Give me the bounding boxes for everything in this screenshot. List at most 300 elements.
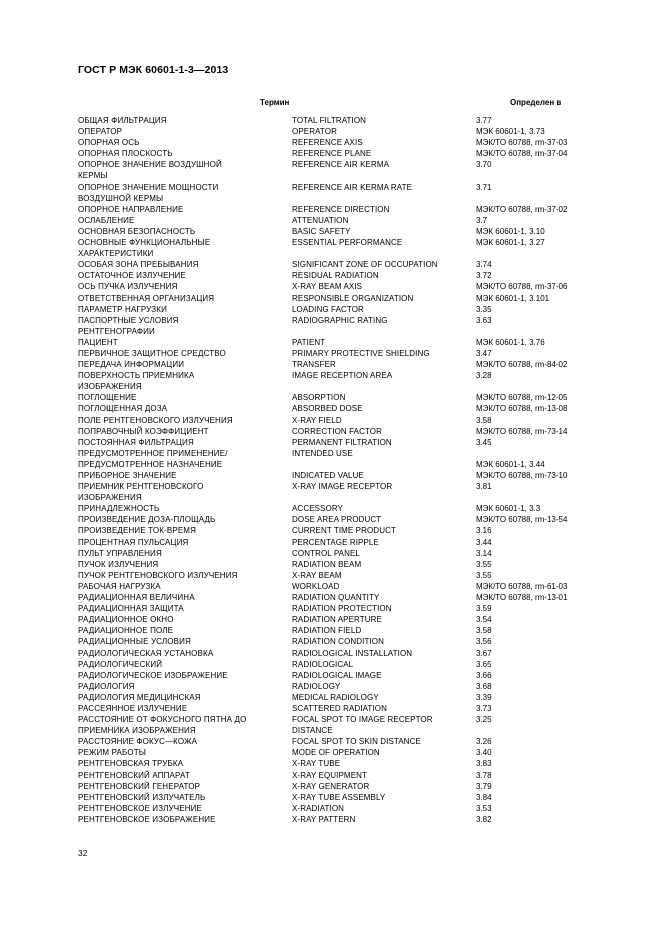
definition-reference: МЭК/ТО 60788, rm-13-54 bbox=[476, 515, 568, 525]
term-english: RADIOLOGICAL bbox=[292, 659, 354, 669]
definition-reference-cell bbox=[476, 148, 598, 159]
table-row bbox=[78, 570, 598, 581]
term-russian: РАДИАЦИОННЫЕ УСЛОВИЯ bbox=[78, 637, 191, 647]
table-row bbox=[78, 403, 598, 414]
table-row bbox=[78, 270, 598, 281]
definition-reference-cell bbox=[476, 348, 598, 359]
definition-reference-cell bbox=[476, 659, 598, 670]
term-russian: РАДИОЛОГИЯ МЕДИЦИНСКАЯ bbox=[78, 692, 201, 702]
term-english-cell bbox=[292, 681, 476, 692]
column-header-defined-in: Определен в bbox=[510, 98, 562, 107]
term-english: SIGNIFICANT ZONE OF OCCUPATION bbox=[292, 260, 438, 270]
term-russian-cell bbox=[78, 648, 292, 659]
term-english: PERCENTAGE RIPPLE bbox=[292, 537, 379, 547]
term-english-cell bbox=[292, 204, 476, 215]
term-russian-cell bbox=[78, 625, 292, 636]
term-english: RESPONSIBLE ORGANIZATION bbox=[292, 293, 414, 303]
table-row bbox=[78, 481, 598, 503]
term-english-cell bbox=[292, 570, 476, 581]
term-english: RADIATION QUANTITY bbox=[292, 593, 380, 603]
term-russian: ПОГЛОЩЕНИЕ bbox=[78, 393, 137, 403]
table-row bbox=[78, 137, 598, 148]
definition-reference: 3.25 bbox=[476, 715, 492, 725]
term-english: FOCAL SPOT TO SKIN DISTANCE bbox=[292, 737, 421, 747]
term-russian-cell bbox=[78, 148, 292, 159]
term-russian: РЕНТГЕНОГРАФИИ bbox=[78, 326, 155, 336]
term-russian-cell bbox=[78, 337, 292, 348]
term-english-cell bbox=[292, 392, 476, 403]
term-russian: ОПОРНОЕ ЗНАЧЕНИЕ МОЩНОСТИ bbox=[78, 182, 219, 192]
term-english: CONTROL PANEL bbox=[292, 548, 360, 558]
table-row bbox=[78, 115, 598, 126]
table-row bbox=[78, 603, 598, 614]
term-russian: ПРОЦЕНТНАЯ ПУЛЬСАЦИЯ bbox=[78, 537, 189, 547]
definition-reference: 3.73 bbox=[476, 703, 492, 713]
definition-reference: 3.83 bbox=[476, 759, 492, 769]
definition-reference: 3.58 bbox=[476, 415, 492, 425]
table-row bbox=[78, 781, 598, 792]
table-row bbox=[78, 293, 598, 304]
table-row bbox=[78, 614, 598, 625]
term-english-cell bbox=[292, 692, 476, 703]
term-russian: ОПЕРАТОР bbox=[78, 127, 123, 137]
definition-reference: 3.65 bbox=[476, 659, 492, 669]
definition-reference: 3.28 bbox=[476, 371, 492, 381]
term-english-cell bbox=[292, 426, 476, 437]
term-russian: ВОЗДУШНОЙ КЕРМЫ bbox=[78, 193, 164, 203]
term-english: X-RAY BEAM AXIS bbox=[292, 282, 363, 292]
term-russian-cell bbox=[78, 559, 292, 570]
term-russian: РАССТОЯНИЕ ФОКУС—КОЖА bbox=[78, 737, 198, 747]
term-english: PRIMARY PROTECTIVE SHIELDING bbox=[292, 348, 430, 358]
term-english: CORRECTION FACTOR bbox=[292, 426, 383, 436]
term-russian-cell bbox=[78, 614, 292, 625]
definition-reference: МЭК 60601-1, 3.3 bbox=[476, 504, 541, 514]
term-russian: РАДИАЦИОННОЕ ПОЛЕ bbox=[78, 626, 174, 636]
definition-reference-cell bbox=[476, 293, 598, 304]
term-russian: РАБОЧАЯ НАГРУЗКА bbox=[78, 581, 161, 591]
term-english: PERMANENT FILTRATION bbox=[292, 437, 392, 447]
definition-reference-cell bbox=[476, 570, 598, 581]
definition-reference-cell bbox=[476, 770, 598, 781]
definition-reference-cell bbox=[476, 736, 598, 747]
definition-reference-cell bbox=[476, 648, 598, 659]
term-russian-cell bbox=[78, 259, 292, 270]
term-english-cell bbox=[292, 159, 476, 181]
definition-reference-cell bbox=[476, 548, 598, 559]
definition-reference-cell bbox=[476, 126, 598, 137]
definition-reference: МЭК/ТО 60788, rm-37-06 bbox=[476, 282, 568, 292]
definition-reference-cell bbox=[476, 758, 598, 769]
column-header-term: Термин bbox=[260, 98, 290, 107]
definition-reference: 3.44 bbox=[476, 537, 492, 547]
definition-reference-cell bbox=[476, 115, 598, 126]
definition-reference-cell bbox=[476, 703, 598, 714]
term-english: IMAGE RECEPTION AREA bbox=[292, 371, 393, 381]
definition-reference: 3.35 bbox=[476, 304, 492, 314]
definition-reference: МЭК/ТО 60788, rm-13-01 bbox=[476, 593, 568, 603]
table-row bbox=[78, 159, 598, 181]
definition-reference: 3.54 bbox=[476, 615, 492, 625]
term-russian-cell bbox=[78, 204, 292, 215]
term-russian: ПРИНАДЛЕЖНОСТЬ bbox=[78, 504, 160, 514]
definition-reference: МЭК 60601-1, 3.76 bbox=[476, 337, 545, 347]
table-row bbox=[78, 415, 598, 426]
term-russian-cell bbox=[78, 747, 292, 758]
page-number: 32 bbox=[78, 848, 88, 858]
table-row bbox=[78, 359, 598, 370]
term-english-cell bbox=[292, 758, 476, 769]
term-russian-cell bbox=[78, 359, 292, 370]
definition-reference-cell bbox=[476, 315, 598, 337]
definition-reference-cell bbox=[476, 237, 598, 259]
term-russian: ОПОРНАЯ ОСЬ bbox=[78, 138, 140, 148]
definition-reference: 3.56 bbox=[476, 637, 492, 647]
term-english: RADIATION CONDITION bbox=[292, 637, 384, 647]
term-russian: РЕЖИМ РАБОТЫ bbox=[78, 748, 146, 758]
table-row bbox=[78, 514, 598, 525]
term-russian: ХАРАКТЕРИСТИКИ bbox=[78, 249, 154, 259]
term-russian: ПОГЛОЩЕННАЯ ДОЗА bbox=[78, 404, 168, 414]
term-english: RADIOLOGY bbox=[292, 681, 341, 691]
definition-reference: 3.40 bbox=[476, 748, 492, 758]
term-russian-cell bbox=[78, 293, 292, 304]
term-russian-cell bbox=[78, 803, 292, 814]
definition-reference-cell bbox=[476, 392, 598, 403]
term-russian: ПРИЕМНИКА ИЗОБРАЖЕНИЯ bbox=[78, 726, 196, 736]
term-russian-cell bbox=[78, 603, 292, 614]
term-english-cell bbox=[292, 648, 476, 659]
table-row bbox=[78, 714, 598, 736]
term-english-cell bbox=[292, 670, 476, 681]
term-english: RADIOLOGICAL INSTALLATION bbox=[292, 648, 413, 658]
definition-reference-cell bbox=[476, 781, 598, 792]
table-row bbox=[78, 581, 598, 592]
definition-reference: МЭК/ТО 60788, rm-12-05 bbox=[476, 393, 568, 403]
term-english: RADIATION PROTECTION bbox=[292, 604, 392, 614]
table-row bbox=[78, 548, 598, 559]
definition-reference: 3.82 bbox=[476, 814, 492, 824]
definition-reference-cell bbox=[476, 448, 598, 470]
term-english-cell bbox=[292, 448, 476, 470]
definition-reference: 3.68 bbox=[476, 681, 492, 691]
term-russian: ПЕРВИЧНОЕ ЗАЩИТНОЕ СРЕДСТВО bbox=[78, 348, 226, 358]
definition-reference-cell bbox=[476, 259, 598, 270]
term-russian: РАССТОЯНИЕ ОТ ФОКУСНОГО ПЯТНА ДО bbox=[78, 715, 247, 725]
term-english-cell bbox=[292, 581, 476, 592]
term-russian: ОСЬ ПУЧКА ИЗЛУЧЕНИЯ bbox=[78, 282, 178, 292]
term-english-cell bbox=[292, 437, 476, 448]
term-english-cell bbox=[292, 781, 476, 792]
term-russian-cell bbox=[78, 403, 292, 414]
term-russian: РЕНТГЕНОВСКИЙ ИЗЛУЧАТЕЛЬ bbox=[78, 792, 206, 802]
table-row bbox=[78, 370, 598, 392]
term-russian-cell bbox=[78, 537, 292, 548]
term-english-cell bbox=[292, 525, 476, 536]
term-russian: ПРИЕМНИК РЕНТГЕНОВСКОГО bbox=[78, 482, 204, 492]
term-english-cell bbox=[292, 503, 476, 514]
table-row bbox=[78, 792, 598, 803]
term-english-cell bbox=[292, 770, 476, 781]
definition-reference: 3.63 bbox=[476, 315, 492, 325]
term-russian: КЕРМЫ bbox=[78, 171, 108, 181]
term-english: ESSENTIAL PERFORMANCE bbox=[292, 238, 403, 248]
definition-reference-cell bbox=[476, 415, 598, 426]
term-russian: ПОПРАВОЧНЫЙ КОЭФФИЦИЕНТ bbox=[78, 426, 209, 436]
term-russian-cell bbox=[78, 714, 292, 736]
term-english: CURRENT TIME PRODUCT bbox=[292, 526, 396, 536]
term-russian-cell bbox=[78, 115, 292, 126]
term-english: INDICATED VALUE bbox=[292, 471, 364, 480]
definition-reference-cell bbox=[476, 692, 598, 703]
table-row bbox=[78, 703, 598, 714]
definition-reference-cell bbox=[476, 159, 598, 181]
definition-reference-cell bbox=[476, 537, 598, 548]
term-russian-cell bbox=[78, 281, 292, 292]
table-row bbox=[78, 659, 598, 670]
term-russian: РАДИАЦИОННАЯ ЗАЩИТА bbox=[78, 604, 184, 614]
term-english: X-RAY BEAM bbox=[292, 570, 342, 580]
term-russian-cell bbox=[78, 636, 292, 647]
definition-reference-cell bbox=[476, 503, 598, 514]
term-russian-cell bbox=[78, 481, 292, 503]
term-russian: ОПОРНАЯ ПЛОСКОСТЬ bbox=[78, 149, 173, 159]
term-russian-cell bbox=[78, 370, 292, 392]
term-english-cell bbox=[292, 548, 476, 559]
term-english: ABSORPTION bbox=[292, 393, 346, 403]
definition-reference: 3.47 bbox=[476, 348, 492, 358]
table-row bbox=[78, 648, 598, 659]
term-russian-cell bbox=[78, 758, 292, 769]
term-english: TOTAL FILTRATION bbox=[292, 116, 367, 125]
term-english-cell bbox=[292, 359, 476, 370]
term-english-cell bbox=[292, 481, 476, 503]
term-russian: ОСНОВНАЯ БЕЗОПАСНОСТЬ bbox=[78, 226, 196, 236]
term-russian: РЕНТГЕНОВСКОЕ ИЗОБРАЖЕНИЕ bbox=[78, 814, 216, 824]
definition-reference-cell bbox=[476, 359, 598, 370]
table-row bbox=[78, 625, 598, 636]
table-row bbox=[78, 736, 598, 747]
definition-reference-cell bbox=[476, 792, 598, 803]
term-russian: ПАРАМЕТР НАГРУЗКИ bbox=[78, 304, 167, 314]
term-english-cell bbox=[292, 337, 476, 348]
term-english-cell bbox=[292, 348, 476, 359]
table-row bbox=[78, 348, 598, 359]
term-english-cell bbox=[292, 137, 476, 148]
table-row bbox=[78, 681, 598, 692]
term-english-cell bbox=[292, 625, 476, 636]
term-english: RADIOGRAPHIC RATING bbox=[292, 315, 388, 325]
term-english-cell bbox=[292, 603, 476, 614]
definition-reference: 3.55 bbox=[476, 570, 492, 580]
definition-reference-cell bbox=[476, 470, 598, 481]
definition-reference: 3.84 bbox=[476, 792, 492, 802]
definition-reference-cell bbox=[476, 270, 598, 281]
term-english-cell bbox=[292, 714, 476, 736]
term-english: REFERENCE AIR KERMA bbox=[292, 160, 390, 170]
term-english-cell bbox=[292, 659, 476, 670]
term-english: REFERENCE PLANE bbox=[292, 149, 372, 159]
term-russian: РЕНТГЕНОВСКИЙ АППАРАТ bbox=[78, 770, 190, 780]
term-russian-cell bbox=[78, 304, 292, 315]
term-english-cell bbox=[292, 403, 476, 414]
term-russian-cell bbox=[78, 415, 292, 426]
term-russian-cell bbox=[78, 670, 292, 681]
definition-reference-cell bbox=[476, 204, 598, 215]
definition-reference-cell bbox=[476, 281, 598, 292]
term-russian: РАДИАЦИОННОЕ ОКНО bbox=[78, 615, 174, 625]
term-russian: РЕНТГЕНОВСКОЕ ИЗЛУЧЕНИЕ bbox=[78, 803, 203, 813]
term-english: RADIATION BEAM bbox=[292, 559, 362, 569]
definition-reference: МЭК/ТО 60788, rm-37-03 bbox=[476, 138, 568, 148]
term-russian: ОСНОВНЫЕ ФУНКЦИОНАЛЬНЫЕ bbox=[78, 238, 211, 248]
definition-reference: МЭК/ТО 60788, rm-61-03 bbox=[476, 581, 568, 591]
table-row bbox=[78, 315, 598, 337]
table-row bbox=[78, 803, 598, 814]
term-russian: РАДИОЛОГИЧЕСКАЯ УСТАНОВКА bbox=[78, 648, 214, 658]
terms-table bbox=[78, 115, 598, 825]
definition-reference: 3.77 bbox=[476, 116, 492, 125]
definition-reference-cell bbox=[476, 182, 598, 204]
term-russian: ПЕРЕДАЧА ИНФОРМАЦИИ bbox=[78, 360, 185, 370]
term-russian-cell bbox=[78, 548, 292, 559]
table-row bbox=[78, 636, 598, 647]
table-row bbox=[78, 770, 598, 781]
definition-reference: 3.39 bbox=[476, 692, 492, 702]
definition-reference: 3.81 bbox=[476, 482, 492, 492]
term-russian: ПУЧОК ИЗЛУЧЕНИЯ bbox=[78, 559, 159, 569]
table-row bbox=[78, 525, 598, 536]
term-english-cell bbox=[292, 215, 476, 226]
term-russian-cell bbox=[78, 525, 292, 536]
table-row bbox=[78, 670, 598, 681]
table-row bbox=[78, 758, 598, 769]
definition-reference: 3.7 bbox=[476, 215, 488, 225]
definition-reference: 3.58 bbox=[476, 626, 492, 636]
definition-reference-cell bbox=[476, 592, 598, 603]
term-english: SCATTERED RADIATION bbox=[292, 703, 387, 713]
definition-reference-cell bbox=[476, 803, 598, 814]
term-english-cell bbox=[292, 537, 476, 548]
term-russian: РАДИОЛОГИЧЕСКОЕ ИЗОБРАЖЕНИЕ bbox=[78, 670, 228, 680]
definition-reference-cell bbox=[476, 559, 598, 570]
definition-reference-cell bbox=[476, 437, 598, 448]
definition-reference: 3.55 bbox=[476, 559, 492, 569]
table-row bbox=[78, 182, 598, 204]
definition-reference: 3.45 bbox=[476, 437, 492, 447]
term-russian-cell bbox=[78, 159, 292, 181]
table-row bbox=[78, 559, 598, 570]
term-english: REFERENCE DIRECTION bbox=[292, 204, 390, 214]
table-row bbox=[78, 392, 598, 403]
definition-reference: МЭК 60601-1, 3.101 bbox=[476, 293, 550, 303]
term-english-cell bbox=[292, 592, 476, 603]
term-russian-cell bbox=[78, 581, 292, 592]
definition-reference: 3.16 bbox=[476, 526, 492, 536]
term-english-cell bbox=[292, 182, 476, 204]
term-russian: РАДИАЦИОННАЯ ВЕЛИЧИНА bbox=[78, 593, 195, 603]
term-russian: ПРЕДУСМОТРЕННОЕ ПРИМЕНЕНИЕ/ bbox=[78, 448, 228, 458]
term-russian: РАДИОЛОГИЧЕСКИЙ bbox=[78, 659, 163, 669]
definition-reference: МЭК 60601-1, 3.44 bbox=[476, 459, 545, 469]
term-russian-cell bbox=[78, 770, 292, 781]
table-row bbox=[78, 747, 598, 758]
term-english: MODE OF OPERATION bbox=[292, 748, 380, 758]
definition-reference-cell bbox=[476, 814, 598, 825]
definition-reference: МЭК/ТО 60788, rm-37-02 bbox=[476, 204, 568, 214]
definition-reference-cell bbox=[476, 614, 598, 625]
table-row bbox=[78, 503, 598, 514]
definition-reference bbox=[476, 448, 598, 459]
term-russian-cell bbox=[78, 448, 292, 470]
term-russian: ПОЛЕ РЕНТГЕНОВСКОГО ИЗЛУЧЕНИЯ bbox=[78, 415, 233, 425]
table-row bbox=[78, 692, 598, 703]
term-english-cell bbox=[292, 370, 476, 392]
definition-reference: 3.66 bbox=[476, 670, 492, 680]
term-russian: ПАСПОРТНЫЕ УСЛОВИЯ bbox=[78, 315, 179, 325]
definition-reference: МЭК/ТО 60788, rm-13-08 bbox=[476, 404, 568, 414]
definition-reference-cell bbox=[476, 304, 598, 315]
table-row bbox=[78, 592, 598, 603]
definition-reference: МЭК/ТО 60788, rm-37-04 bbox=[476, 149, 568, 159]
term-english-cell bbox=[292, 792, 476, 803]
term-english: DOSE AREA PRODUCT bbox=[292, 515, 382, 525]
table-row bbox=[78, 226, 598, 237]
term-english-cell bbox=[292, 148, 476, 159]
term-english: ABSORBED DOSE bbox=[292, 404, 363, 414]
term-russian-cell bbox=[78, 315, 292, 337]
term-english-cell bbox=[292, 115, 476, 126]
table-row bbox=[78, 537, 598, 548]
definition-reference: МЭК 60601-1, 3.10 bbox=[476, 226, 545, 236]
table-row bbox=[78, 426, 598, 437]
term-english: X-RADIATION bbox=[292, 803, 345, 813]
definition-reference-cell bbox=[476, 514, 598, 525]
term-english: X-RAY EQUIPMENT bbox=[292, 770, 367, 780]
term-russian: ОТВЕТСТВЕННАЯ ОРГАНИЗАЦИЯ bbox=[78, 293, 215, 303]
term-english: X-RAY TUBE ASSEMBLY bbox=[292, 792, 386, 802]
term-russian-cell bbox=[78, 592, 292, 603]
term-english: FOCAL SPOT TO IMAGE RECEPTOR bbox=[292, 715, 433, 725]
term-english: RESIDUAL RADIATION bbox=[292, 271, 379, 281]
term-russian: ПАЦИЕНТ bbox=[78, 337, 118, 347]
table-row bbox=[78, 814, 598, 825]
definition-reference: МЭК/ТО 60788, rm-73-10 bbox=[476, 471, 568, 480]
term-russian: ПОВЕРХНОСТЬ ПРИЕМНИКА bbox=[78, 371, 195, 381]
table-row bbox=[78, 215, 598, 226]
table-row bbox=[78, 204, 598, 215]
definition-reference: 3.74 bbox=[476, 260, 492, 270]
term-russian-cell bbox=[78, 703, 292, 714]
term-russian: ОСТАТОЧНОЕ ИЗЛУЧЕНИЕ bbox=[78, 271, 186, 281]
term-english: X-RAY TUBE bbox=[292, 759, 341, 769]
term-russian-cell bbox=[78, 137, 292, 148]
term-english-cell bbox=[292, 736, 476, 747]
term-russian-cell bbox=[78, 659, 292, 670]
term-russian-cell bbox=[78, 270, 292, 281]
term-english: DISTANCE bbox=[292, 726, 333, 736]
term-english-cell bbox=[292, 514, 476, 525]
term-russian: РЕНТГЕНОВСКИЙ ГЕНЕРАТОР bbox=[78, 781, 201, 791]
definition-reference: 3.59 bbox=[476, 604, 492, 614]
definition-reference-cell bbox=[476, 215, 598, 226]
term-russian-cell bbox=[78, 781, 292, 792]
term-russian-cell bbox=[78, 681, 292, 692]
term-russian-cell bbox=[78, 736, 292, 747]
term-russian-cell bbox=[78, 348, 292, 359]
table-row bbox=[78, 281, 598, 292]
term-russian: РАССЕЯННОЕ ИЗЛУЧЕНИЕ bbox=[78, 703, 188, 713]
